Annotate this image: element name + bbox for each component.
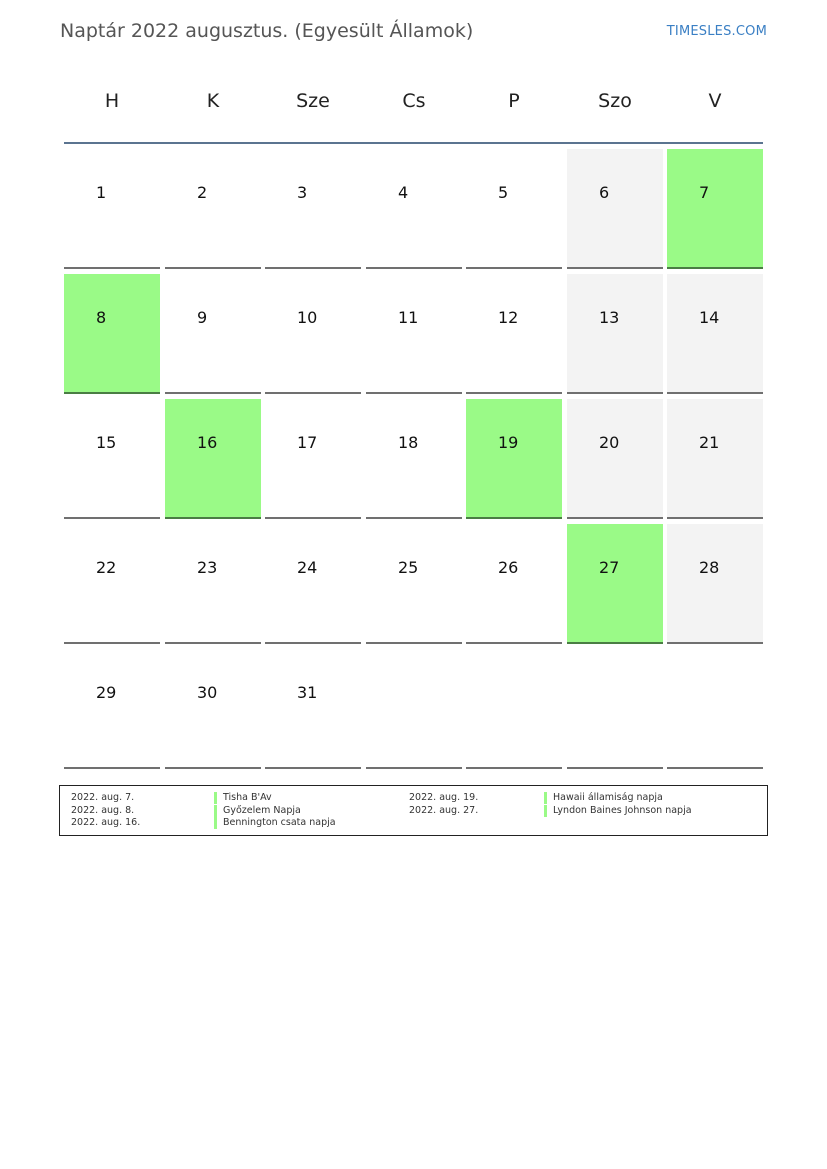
calendar-day[interactable] bbox=[265, 399, 361, 519]
calendar-day[interactable] bbox=[165, 649, 261, 769]
day-number: 21 bbox=[699, 433, 720, 452]
holiday-name: Bennington csata napja bbox=[214, 817, 336, 829]
day-number: 4 bbox=[398, 183, 409, 202]
day-number: 11 bbox=[398, 308, 419, 327]
calendar-day[interactable] bbox=[567, 149, 663, 269]
holiday-name: Győzelem Napja bbox=[214, 805, 301, 817]
day-number: 16 bbox=[197, 433, 218, 452]
calendar-day[interactable] bbox=[466, 274, 562, 394]
calendar-grid bbox=[64, 149, 763, 771]
holiday-legend bbox=[59, 785, 768, 836]
calendar-day[interactable] bbox=[466, 524, 562, 644]
holiday-name: Lyndon Baines Johnson napja bbox=[544, 805, 692, 817]
holiday-date: 2022. aug. 8. bbox=[71, 804, 135, 816]
weekday-label: Sze bbox=[296, 90, 330, 112]
day-number: 13 bbox=[599, 308, 620, 327]
calendar-day-holiday[interactable] bbox=[567, 524, 663, 644]
calendar-day[interactable] bbox=[64, 524, 160, 644]
day-number: 14 bbox=[699, 308, 720, 327]
day-number: 26 bbox=[498, 558, 519, 577]
weekday-label: P bbox=[508, 90, 520, 112]
calendar-day[interactable] bbox=[165, 149, 261, 269]
calendar-day[interactable] bbox=[567, 274, 663, 394]
calendar-day[interactable] bbox=[366, 274, 462, 394]
calendar-day-empty bbox=[366, 649, 462, 769]
day-number: 30 bbox=[197, 683, 218, 702]
day-number: 5 bbox=[498, 183, 509, 202]
day-number: 9 bbox=[197, 308, 208, 327]
calendar-day[interactable] bbox=[265, 274, 361, 394]
header-divider bbox=[64, 142, 763, 144]
day-number: 17 bbox=[297, 433, 318, 452]
weekday-label: H bbox=[104, 90, 120, 112]
calendar-day-empty bbox=[567, 649, 663, 769]
calendar-day[interactable] bbox=[165, 524, 261, 644]
day-number: 8 bbox=[96, 308, 107, 327]
day-number: 15 bbox=[96, 433, 117, 452]
weekday-label: Cs bbox=[402, 90, 426, 112]
day-number: 2 bbox=[197, 183, 208, 202]
calendar-day[interactable] bbox=[366, 399, 462, 519]
day-number: 6 bbox=[599, 183, 610, 202]
calendar-day[interactable] bbox=[667, 524, 763, 644]
calendar-day[interactable] bbox=[366, 149, 462, 269]
day-number: 10 bbox=[297, 308, 318, 327]
day-number: 22 bbox=[96, 558, 117, 577]
day-number: 12 bbox=[498, 308, 519, 327]
weekday-label: K bbox=[206, 90, 220, 112]
holiday-name: Hawaii államiság napja bbox=[544, 792, 663, 804]
page-title: Naptár 2022 augusztus. (Egyesült Államok) bbox=[60, 20, 474, 42]
calendar-day[interactable] bbox=[165, 274, 261, 394]
calendar-day[interactable] bbox=[667, 274, 763, 394]
calendar-day-holiday[interactable] bbox=[466, 399, 562, 519]
calendar-day[interactable] bbox=[667, 399, 763, 519]
day-number: 19 bbox=[498, 433, 519, 452]
holiday-date: 2022. aug. 16. bbox=[71, 817, 141, 828]
day-number: 1 bbox=[96, 183, 107, 202]
calendar-day[interactable] bbox=[466, 149, 562, 269]
calendar-day[interactable] bbox=[366, 524, 462, 644]
holiday-date: 2022. aug. 19. bbox=[409, 792, 479, 803]
day-number: 29 bbox=[96, 683, 117, 702]
calendar-day[interactable] bbox=[64, 649, 160, 769]
day-number: 23 bbox=[197, 558, 218, 577]
holiday-name: Tisha B'Av bbox=[214, 792, 272, 804]
calendar-day[interactable] bbox=[265, 149, 361, 269]
holiday-date: 2022. aug. 27. bbox=[409, 804, 479, 816]
day-number: 20 bbox=[599, 433, 620, 452]
calendar-day[interactable] bbox=[265, 649, 361, 769]
calendar-day-holiday[interactable] bbox=[667, 149, 763, 269]
holiday-date: 2022. aug. 7. bbox=[71, 792, 135, 803]
day-number: 27 bbox=[599, 558, 620, 577]
calendar-day-empty bbox=[466, 649, 562, 769]
day-number: 3 bbox=[297, 183, 308, 202]
calendar-day[interactable] bbox=[567, 399, 663, 519]
calendar-day-empty bbox=[667, 649, 763, 769]
brand-link[interactable]: TIMESLES.COM bbox=[666, 24, 767, 39]
weekday-header bbox=[64, 90, 763, 118]
calendar-day-holiday[interactable] bbox=[165, 399, 261, 519]
calendar-day[interactable] bbox=[64, 399, 160, 519]
day-number: 31 bbox=[297, 683, 318, 702]
calendar-day-holiday[interactable] bbox=[64, 274, 160, 394]
weekday-label: V bbox=[708, 90, 722, 112]
day-number: 24 bbox=[297, 558, 318, 577]
calendar-day[interactable] bbox=[64, 149, 160, 269]
day-number: 18 bbox=[398, 433, 419, 452]
day-number: 7 bbox=[699, 183, 710, 202]
calendar-day[interactable] bbox=[265, 524, 361, 644]
day-number: 28 bbox=[699, 558, 720, 577]
weekday-label: Szo bbox=[598, 90, 632, 112]
day-number: 25 bbox=[398, 558, 419, 577]
